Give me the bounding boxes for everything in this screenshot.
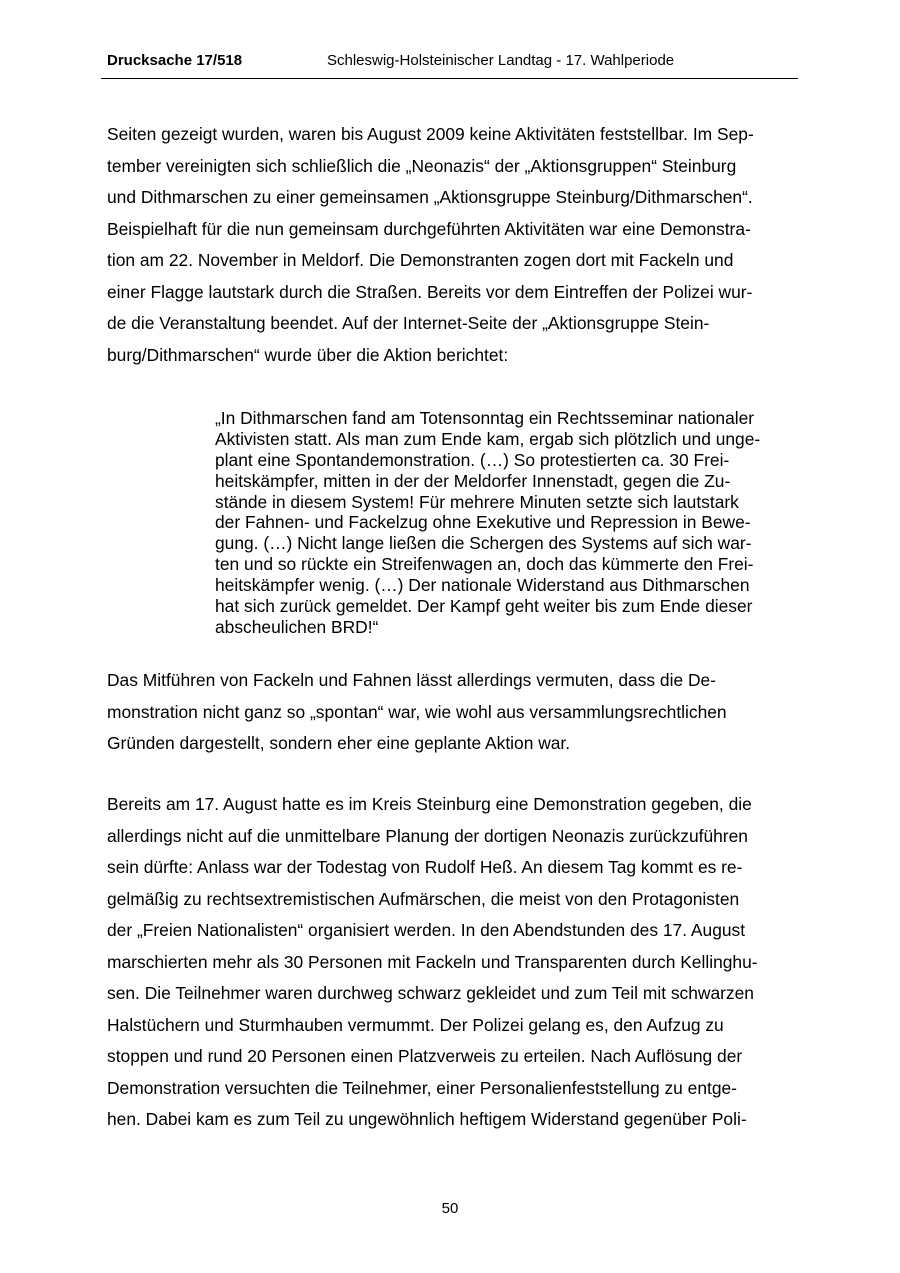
quote-line: ten und so rückte ein Streifenwagen an, doch das kümmerte den Frei- [215,554,754,575]
text-line: de die Veranstaltung beendet. Auf der Internet-Seite der „Aktionsgruppe Stein- [107,313,710,333]
quote-line: heitskämpfer wenig. (…) Der nationale Widerstand aus Dithmarschen [215,575,750,596]
text-line: Das Mitführen von Fackeln und Fahnen lässt allerdings vermuten, dass die De- [107,670,716,690]
quote-line: der Fahnen- und Fackelzug ohne Exekutive und Repression in Bewe- [215,512,751,533]
quote-line: plant eine Spontandemonstration. (…) So protestierten ca. 30 Frei- [215,449,730,470]
text-line: gelmäßig zu rechtsextremistischen Aufmärschen, die meist von den Protagonisten [107,888,740,909]
text-line: Demonstration versuchten die Teilnehmer, einer Personalienfeststellung zu entge- [107,1077,737,1098]
text-line: einer Flagge lautstark durch die Straßen. Bereits vor dem Eintreffen der Polizei wur- [107,281,753,302]
paragraph-2 [107,665,797,760]
text-line: tion am 22. November in Meldorf. Die Demonstranten zogen dort mit Fackeln und [107,250,734,270]
text-line: Bereits am 17. August hatte es im Kreis Steinburg eine Demonstration gegeben, die [107,794,752,814]
quote-line: heitskämpfer, mitten in der der Meldorfer Innenstadt, gegen die Zu- [215,470,731,491]
text-line: tember vereinigten sich schließlich die „Neonazis“ der „Aktionsgruppen“ Steinburg [107,155,737,176]
text-line: monstration nicht ganz so „spontan“ war, wie wohl aus versammlungsrechtlichen [107,701,727,722]
quote-line: abscheulichen BRD!“ [215,616,379,637]
text-line: stoppen und rund 20 Personen einen Platzverweis zu erteilen. Nach Auflösung der [107,1046,743,1066]
text-line: Beispielhaft für die nun gemeinsam durchgeführten Aktivitäten war eine Demonstra- [107,218,751,239]
text-line: allerdings nicht auf die unmittelbare Planung der dortigen Neonazis zurückzuführen [107,825,748,846]
text-line: sen. Die Teilnehmer waren durchweg schwarz gekleidet und zum Teil mit schwarzen [107,983,754,1003]
header-title: Schleswig-Holsteinischer Landtag - 17. Wahlperiode [327,52,675,69]
text-line: marschierten mehr als 30 Personen mit Fackeln und Transparenten durch Kellinghu- [107,951,758,972]
text-line: hen. Dabei kam es zum Teil zu ungewöhnlich heftigem Widerstand gegenüber Poli- [107,1109,747,1129]
text-line: Halstüchern und Sturmhauben vermummt. Der Polizei gelang es, den Aufzug zu [107,1014,724,1035]
page-number: 50 [441,1200,459,1217]
quote-line: gung. (…) Nicht lange ließen die Schergen des Systems auf sich war- [215,533,752,554]
text-line: Gründen dargestellt, sondern eher eine geplante Aktion war. [107,733,571,753]
text-line: sein dürfte: Anlass war der Todestag von Rudolf Heß. An diesem Tag kommt es re- [107,857,743,877]
quote-line: hat sich zurück gemeldet. Der Kampf geht weiter bis zum Ende dieser [215,596,753,617]
text-line: und Dithmarschen zu einer gemeinsamen „Aktionsgruppe Steinburg/Dithmarschen“. [107,187,753,207]
block-quote [215,408,795,638]
text-line: Seiten gezeigt wurden, waren bis August 2009 keine Aktivitäten feststellbar. Im Sep- [107,124,754,144]
quote-line: stände in diesem System! Für mehrere Minuten setzte sich lautstark [215,491,739,512]
paragraph-1 [107,119,797,371]
text-line: der „Freien Nationalisten“ organisiert werden. In den Abendstunden des 17. August [107,920,746,940]
document-number: Drucksache 17/518 [107,52,243,69]
paragraph-3 [107,789,797,1136]
page-header [101,52,798,79]
quote-line: Aktivisten statt. Als man zum Ende kam, ergab sich plötzlich und unge- [215,428,761,449]
text-line: burg/Dithmarschen“ wurde über die Aktion berichtet: [107,344,509,365]
quote-line: „In Dithmarschen fand am Totensonntag ein Rechtsseminar nationaler [215,408,755,428]
